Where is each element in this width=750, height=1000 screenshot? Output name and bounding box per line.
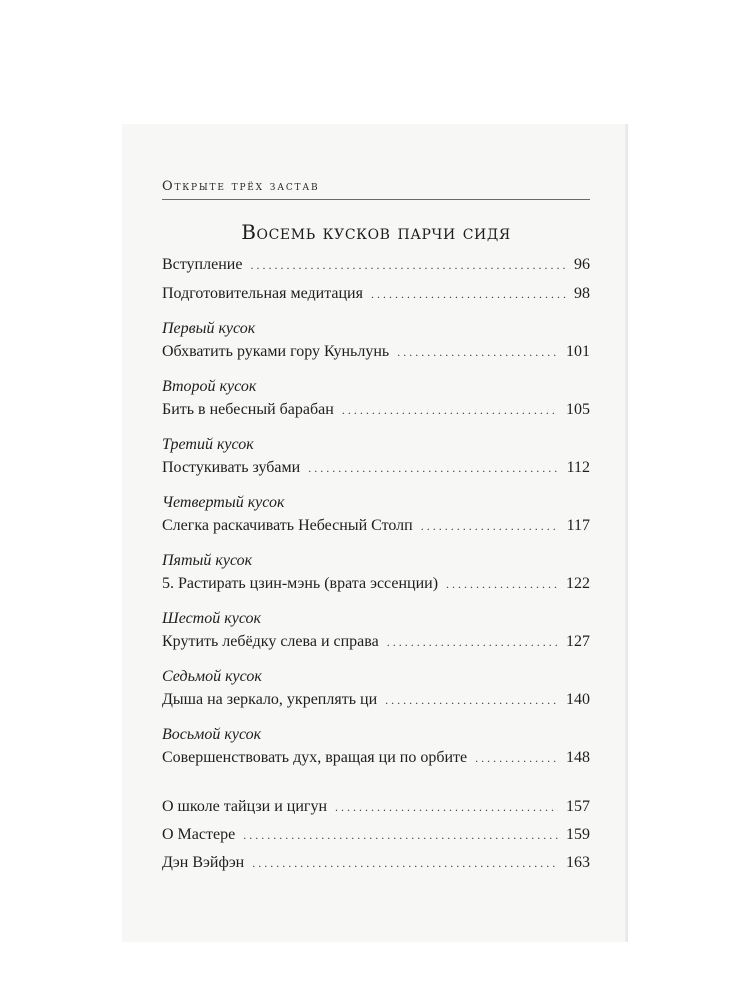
toc-group-piece-3 (162, 430, 590, 488)
section-gap (162, 778, 590, 798)
dot-leader (308, 461, 558, 476)
toc-subhead: Второй кусок (162, 378, 257, 395)
toc-subhead: Четвертый кусок (162, 494, 285, 511)
toc-group-piece-5 (162, 546, 590, 604)
toc-entry-page: 140 (566, 691, 590, 708)
toc-entry-author (162, 854, 590, 882)
running-head: Открыте трёх застав (162, 179, 320, 194)
toc-entry-title: О школе тайцзи и цигун (162, 798, 328, 815)
dot-leader (397, 345, 558, 360)
toc-entry-title: Вступление (162, 256, 243, 273)
toc-entry-title: Крутить лебёдку слева и справа (162, 633, 379, 650)
toc-entry-title: Подготовительная медитация (162, 285, 363, 302)
toc-entry-title: Постукивать зубами (162, 459, 301, 476)
toc-entry-page: 98 (574, 285, 590, 302)
dot-leader (252, 856, 558, 871)
toc-entry-page: 148 (566, 749, 590, 766)
toc-entry-title: Дыша на зеркало, укреплять ци (162, 691, 378, 708)
toc-entry-title: 5. Растирать цзин-мэнь (врата эссенции) (162, 575, 439, 592)
toc-entry-intro (162, 256, 590, 285)
toc-entry-page: 105 (566, 401, 590, 418)
dot-leader (371, 287, 566, 302)
dot-leader (385, 693, 558, 708)
toc-group-piece-8 (162, 720, 590, 778)
toc-entry-title: Слегка раскачивать Небесный Столп (162, 517, 413, 534)
toc-entry-page: 101 (566, 343, 590, 360)
toc-entry (162, 517, 590, 546)
dot-leader (342, 403, 558, 418)
toc-entry-page: 159 (566, 826, 590, 843)
toc-entry-page: 112 (566, 459, 590, 476)
toc-entry-page: 163 (566, 854, 590, 871)
toc-entry-title: О Мастере (162, 826, 236, 843)
toc-subhead: Восьмой кусок (162, 726, 262, 743)
toc-entry (162, 459, 590, 488)
toc-subhead: Первый кусок (162, 320, 256, 337)
toc-entry-page: 117 (566, 517, 590, 534)
dot-leader (421, 519, 559, 534)
dot-leader (250, 258, 566, 273)
toc-group-piece-4 (162, 488, 590, 546)
toc-entry (162, 401, 590, 430)
toc-entry-page: 122 (566, 575, 590, 592)
dot-leader (387, 635, 558, 650)
table-of-contents (162, 256, 590, 882)
toc-entry (162, 691, 590, 720)
toc-entry (162, 749, 590, 778)
header-rule (162, 199, 590, 200)
dot-leader (243, 828, 558, 843)
toc-group-piece-7 (162, 662, 590, 720)
toc-entry-meditation (162, 285, 590, 314)
toc-group-piece-6 (162, 604, 590, 662)
page-edge (625, 124, 628, 942)
toc-subhead: Пятый кусок (162, 552, 253, 569)
toc-entry-page: 127 (566, 633, 590, 650)
section-title: Восемь кусков парчи сидя (241, 220, 511, 244)
toc-entry (162, 575, 590, 604)
toc-tail (162, 798, 590, 882)
toc-entry-title: Дэн Вэйфэн (162, 854, 245, 871)
toc-subhead: Третий кусок (162, 436, 254, 453)
toc-entry-title: Совершенствовать дух, вращая ци по орбите (162, 749, 468, 766)
toc-entry-page: 157 (566, 798, 590, 815)
dot-leader (335, 800, 558, 815)
dot-leader (475, 751, 558, 766)
toc-entry (162, 343, 590, 372)
toc-entry-title: Бить в небесный барабан (162, 401, 334, 418)
toc-subhead: Шестой кусок (162, 610, 262, 627)
toc-group-piece-2 (162, 372, 590, 430)
toc-entry (162, 633, 590, 662)
toc-group-piece-1 (162, 314, 590, 372)
toc-entry-page: 96 (574, 256, 590, 273)
toc-entry-title: Обхватить руками гору Куньлунь (162, 343, 390, 360)
toc-subhead: Седьмой кусок (162, 668, 262, 685)
toc-entry-master (162, 826, 590, 854)
toc-entry-school (162, 798, 590, 826)
dot-leader (446, 577, 558, 592)
book-page (122, 124, 628, 942)
